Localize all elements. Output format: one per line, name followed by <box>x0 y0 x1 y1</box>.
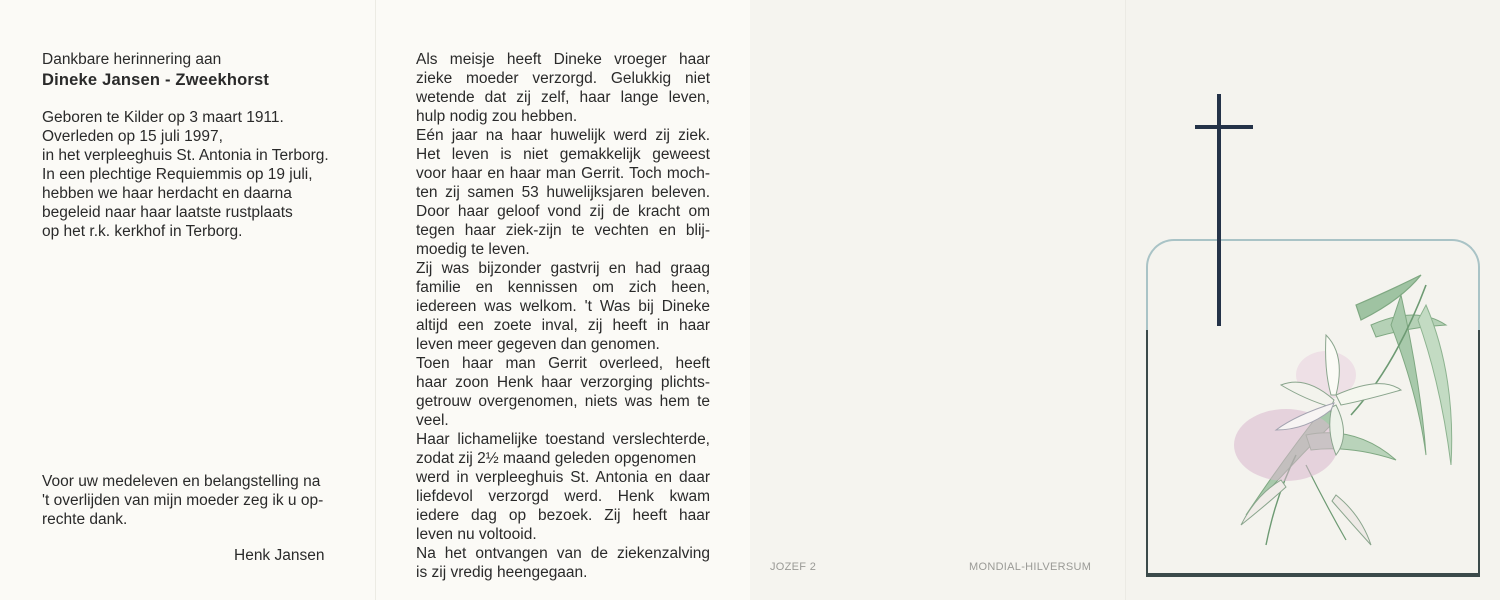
life-story-panel <box>375 0 750 600</box>
lily-illustration <box>1186 265 1466 555</box>
story-line: tegen haar ziek-zijn te vechten en blij- <box>416 222 710 239</box>
back-panel <box>750 0 1125 600</box>
story-line: Eén jaar na haar huwelijk werd zij ziek. <box>416 127 710 144</box>
story-line: zieke moeder verzorgd. Gelukkig niet <box>416 70 710 87</box>
story-line: werd in verpleeghuis St. Antonia en daar <box>416 469 710 486</box>
story-line: ten zij samen 53 huwelijksjaren beleven. <box>416 184 710 201</box>
story-line: Door haar geloof vond zij de kracht om <box>416 203 710 220</box>
life-line: hebben we haar herdacht en daarna <box>42 185 292 202</box>
life-line: in het verpleeghuis St. Antonia in Terborg. <box>42 147 329 164</box>
story-line: getrouw overgenomen, niets was hem te <box>416 393 710 410</box>
imprint-model: JOZEF 2 <box>770 561 817 573</box>
life-details <box>42 108 372 241</box>
thanks-line: rechte dank. <box>42 511 128 528</box>
story-line: Haar lichamelijke toestand verslechterde, <box>416 431 710 448</box>
story-line: familie en kennissen om zich heen, <box>416 279 710 296</box>
thanks-line: 't overlijden van mijn moeder zeg ik u op- <box>42 492 324 509</box>
deceased-name: Dineke Jansen - Zweekhorst <box>42 71 270 89</box>
story-line: iedereen was welkom. 't Was bij Dineke <box>416 298 710 315</box>
frame-left-edge <box>1146 330 1148 576</box>
story-line: Het leven is niet gemakkelijk geweest <box>416 146 710 163</box>
cross-bar <box>1195 125 1253 129</box>
story-line: Als meisje heeft Dineke vroeger haar <box>416 51 710 68</box>
story-line: Toen haar man Gerrit overleed, heeft <box>416 355 710 372</box>
life-line: Geboren te Kilder op 3 maart 1911. <box>42 109 284 126</box>
life-line: begeleid naar haar laatste rustplaats <box>42 204 293 221</box>
story-line: hulp nodig zou hebben. <box>416 108 578 125</box>
story-line: altijd een zoete inval, zij heeft in haar <box>416 317 710 334</box>
story-line: veel. <box>416 412 449 429</box>
thanks-note <box>42 472 342 529</box>
imprint-printer: MONDIAL-HILVERSUM <box>969 561 1092 573</box>
story-line: Zij was bijzonder gastvrij en had graag <box>416 260 710 277</box>
story-line: wetende dat zij zelf, haar lange leven, <box>416 89 710 106</box>
life-story <box>416 50 710 582</box>
life-line: op het r.k. kerkhof in Terborg. <box>42 223 243 240</box>
story-line: moedig te leven. <box>416 241 530 258</box>
intro-text: Dankbare herinnering aan <box>42 51 222 68</box>
story-line: voor haar en haar man Gerrit. Toch moch- <box>416 165 710 182</box>
thanks-line: Voor uw medeleven en belangstelling na <box>42 473 321 490</box>
story-line: iedere dag op bezoek. Zij heeft haar <box>416 507 710 524</box>
story-line: leven meer gegeven dan genomen. <box>416 336 660 353</box>
memorial-details-panel <box>0 0 375 600</box>
cover-panel <box>1125 0 1500 600</box>
life-line: Overleden op 15 juli 1997, <box>42 128 223 145</box>
story-line: is zij vredig heengegaan. <box>416 564 588 581</box>
signature: Henk Jansen <box>234 547 325 564</box>
frame-bottom-edge <box>1146 573 1480 577</box>
story-line: leven nu voltooid. <box>416 526 537 543</box>
story-line: liefdevol verzorgd werd. Henk kwam <box>416 488 710 505</box>
frame-right-edge <box>1478 330 1480 576</box>
story-line: haar zoon Henk haar verzorging plichts- <box>416 374 710 391</box>
story-line: zodat zij 2½ maand geleden opgenomen <box>416 450 697 467</box>
life-line: In een plechtige Requiemmis op 19 juli, <box>42 166 313 183</box>
story-line: Na het ontvangen van de ziekenzalving <box>416 545 710 562</box>
